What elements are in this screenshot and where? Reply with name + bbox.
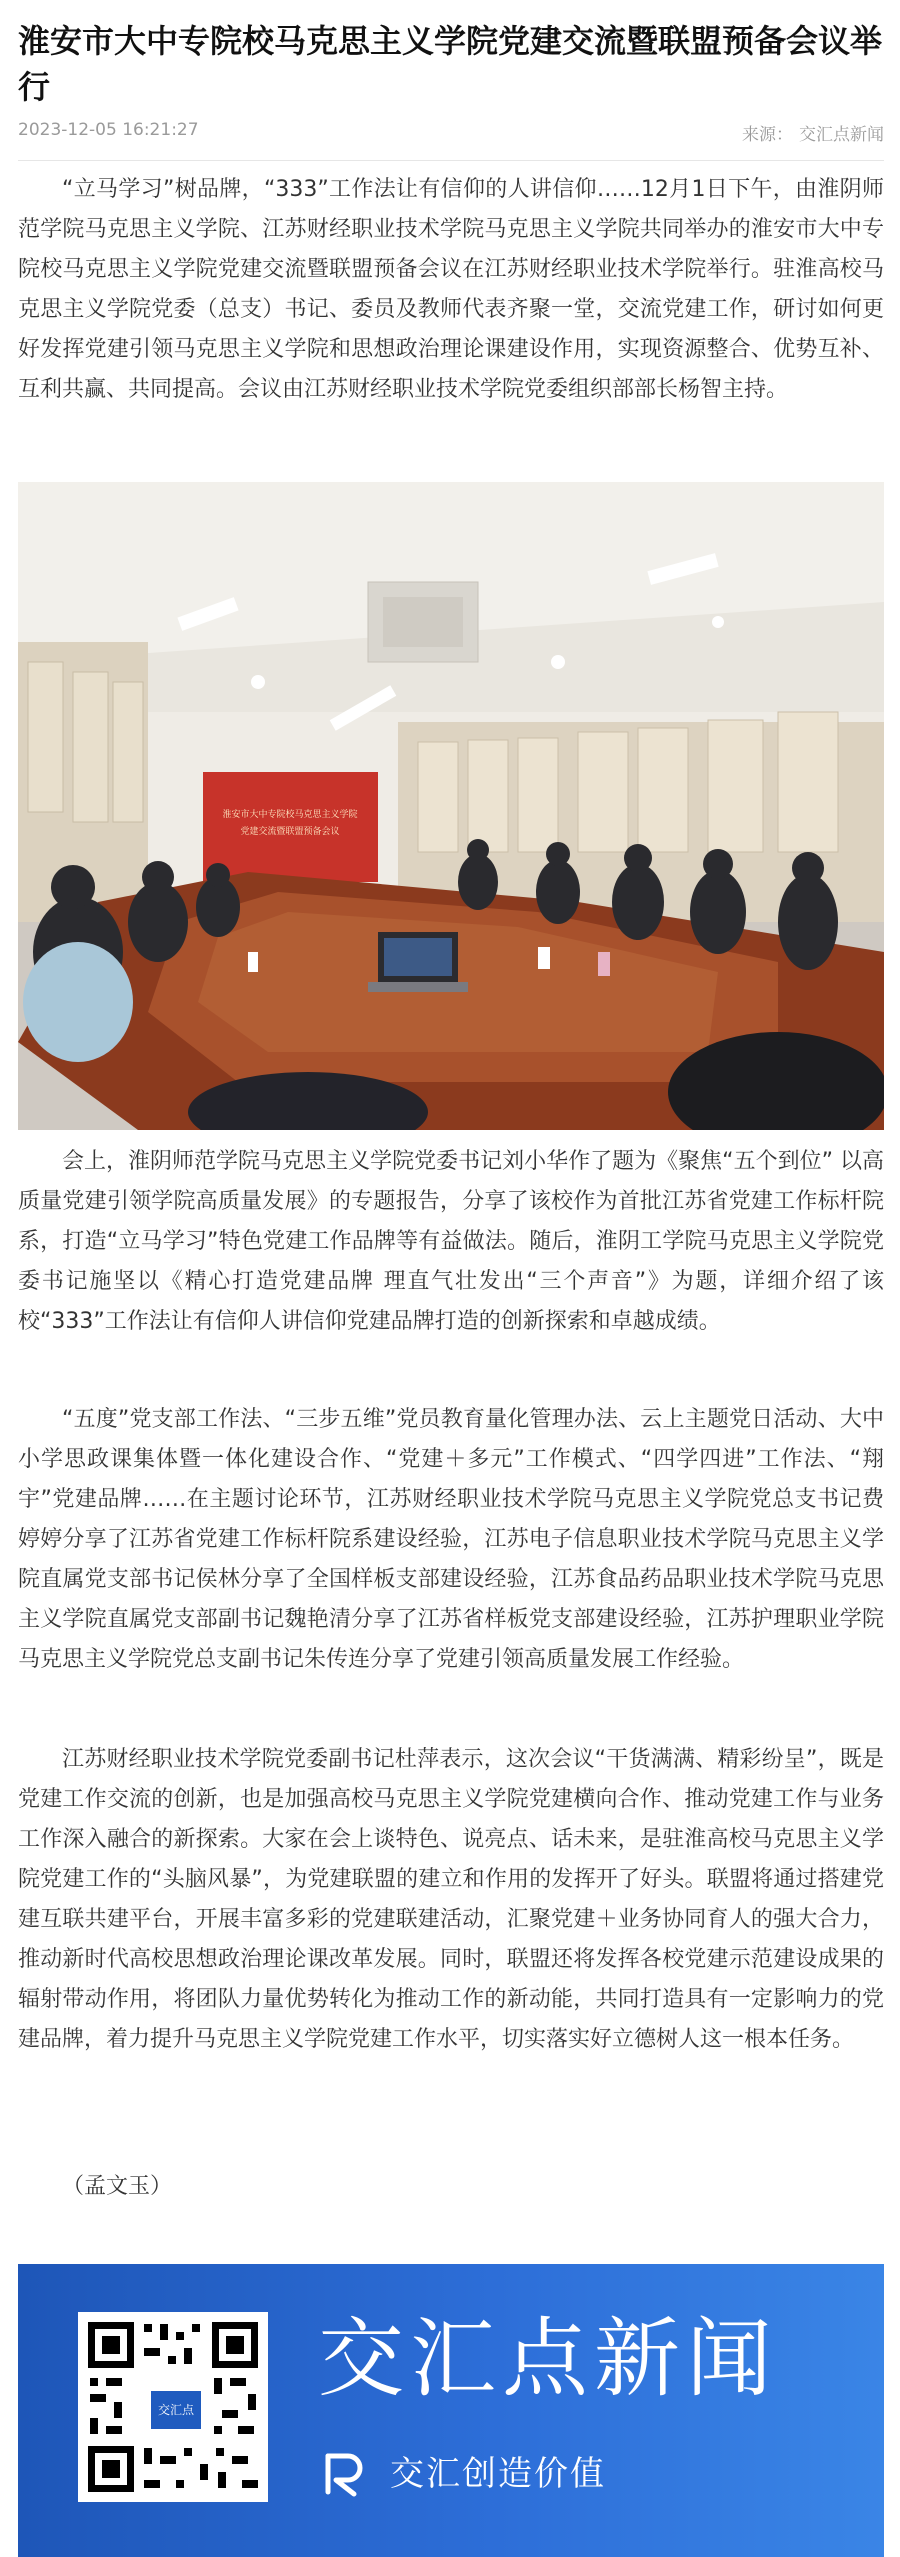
- article-paragraph: “五度”党支部工作法、“三步五维”党员教育量化管理办法、云上主题党日活动、大中小学思政课集体暨一体化建设合作、“党建＋多元”工作模式、“四学四进”工作法、“翔宇”党建品牌……在主题讨论环节，江苏财经职业技术学院马克思主义学院党总支书记费婷婷分享了江苏省党建工作标杆院系建设经验，江苏电子信息职业技术学院马克思主义学院直属党支部书记侯林分享了全国样板支部建设经验，江苏食品药品职业技术学院马克思主义学院直属党支部副书记魏艳清分享了江苏省样板党支部建设经验，江苏护理职业学院马克思主义学院党总支副书记朱传连分享了党建引领高质量发展工作经验。: [18, 1407, 884, 1672]
- article-paragraph: 江苏财经职业技术学院党委副书记杜萍表示，这次会议“干货满满、精彩纷呈”，既是党建工作交流的创新，也是加强高校马克思主义学院党建横向合作、推动党建工作与业务工作深入融合的新探索。大家在会上谈特色、说亮点、话未来，是驻淮高校马克思主义学院党建工作的“头脑风暴”，为党建联盟的建立和作用的发挥开了好头。联盟将通过搭建党建互联共建平台，开展丰富多彩的党建联建活动，汇聚党建＋业务协同育人的强大合力，推动新时代高校思想政治理论课改革发展。同时，联盟还将发挥各校党建示范建设成果的辐射带动作用，将团队力量优势转化为推动工作的新动能，共同打造具有一定影响力的党建品牌，着力提升马克思主义学院党建工作水平，切实落实好立德树人这一根本任务。: [18, 1747, 884, 2052]
- qr-logo: 交汇点: [148, 2388, 204, 2432]
- qr-code-icon[interactable]: [78, 2312, 268, 2502]
- article-photo-meeting[interactable]: [18, 482, 884, 1130]
- article-paragraph: 会上，淮阴师范学院马克思主义学院党委书记刘小华作了题为《聚焦“五个到位” 以高质量党建引领学院高质量发展》的专题报告，分享了该校作为首批江苏省党建工作标杆院系，打造“立马学习”特色党建工作品牌等有益做法。随后，淮阴工学院马克思主义学院党委书记施坚以《精心打造党建品牌 理直气壮发出“三个声音”》为题，详细介绍了该校“333”工作法让有信仰人讲信仰党建品牌打造的创新探索和卓越成绩。: [18, 1149, 884, 1334]
- svg-text:党建交流暨联盟预备会议: 党建交流暨联盟预备会议: [240, 827, 340, 837]
- slogan-text: 交汇创造价值: [390, 2454, 606, 2494]
- brand-logo-icon: [318, 2448, 370, 2500]
- app-promo-banner[interactable]: [18, 2264, 884, 2557]
- meta-divider: [18, 160, 884, 161]
- svg-text:淮安市大中专院校马克思主义学院: 淮安市大中专院校马克思主义学院: [222, 810, 358, 820]
- author-sign: （孟文玉）: [62, 2174, 173, 2199]
- source-name[interactable]: 交汇点新闻: [799, 125, 884, 145]
- article-title: 淮安市大中专院校马克思主义学院党建交流暨联盟预备会议举行: [18, 22, 883, 106]
- brand-name: 交汇点新闻: [318, 2309, 778, 2409]
- article-source: [736, 120, 884, 145]
- article-paragraph: “立马学习”树品牌，“333”工作法让有信仰的人讲信仰……12月1日下午，由淮阴师范学院马克思主义学院、江苏财经职业技术学院马克思主义学院共同举办的淮安市大中专院校马克思主义学院党建交流暨联盟预备会议在江苏财经职业技术学院举行。驻淮高校马克思主义学院党委（总支）书记、委员及教师代表齐聚一堂，交流党建工作，研讨如何更好发挥党建引领马克思主义学院和思想政治理论课建设作用，实现资源整合、优势互补、互利共赢、共同提高。会议由江苏财经职业技术学院党委组织部部长杨智主持。: [18, 177, 884, 402]
- publish-time: 2023-12-05 16:21:27: [18, 120, 199, 140]
- source-label: 来源：: [742, 125, 793, 145]
- article-meta: [18, 120, 884, 146]
